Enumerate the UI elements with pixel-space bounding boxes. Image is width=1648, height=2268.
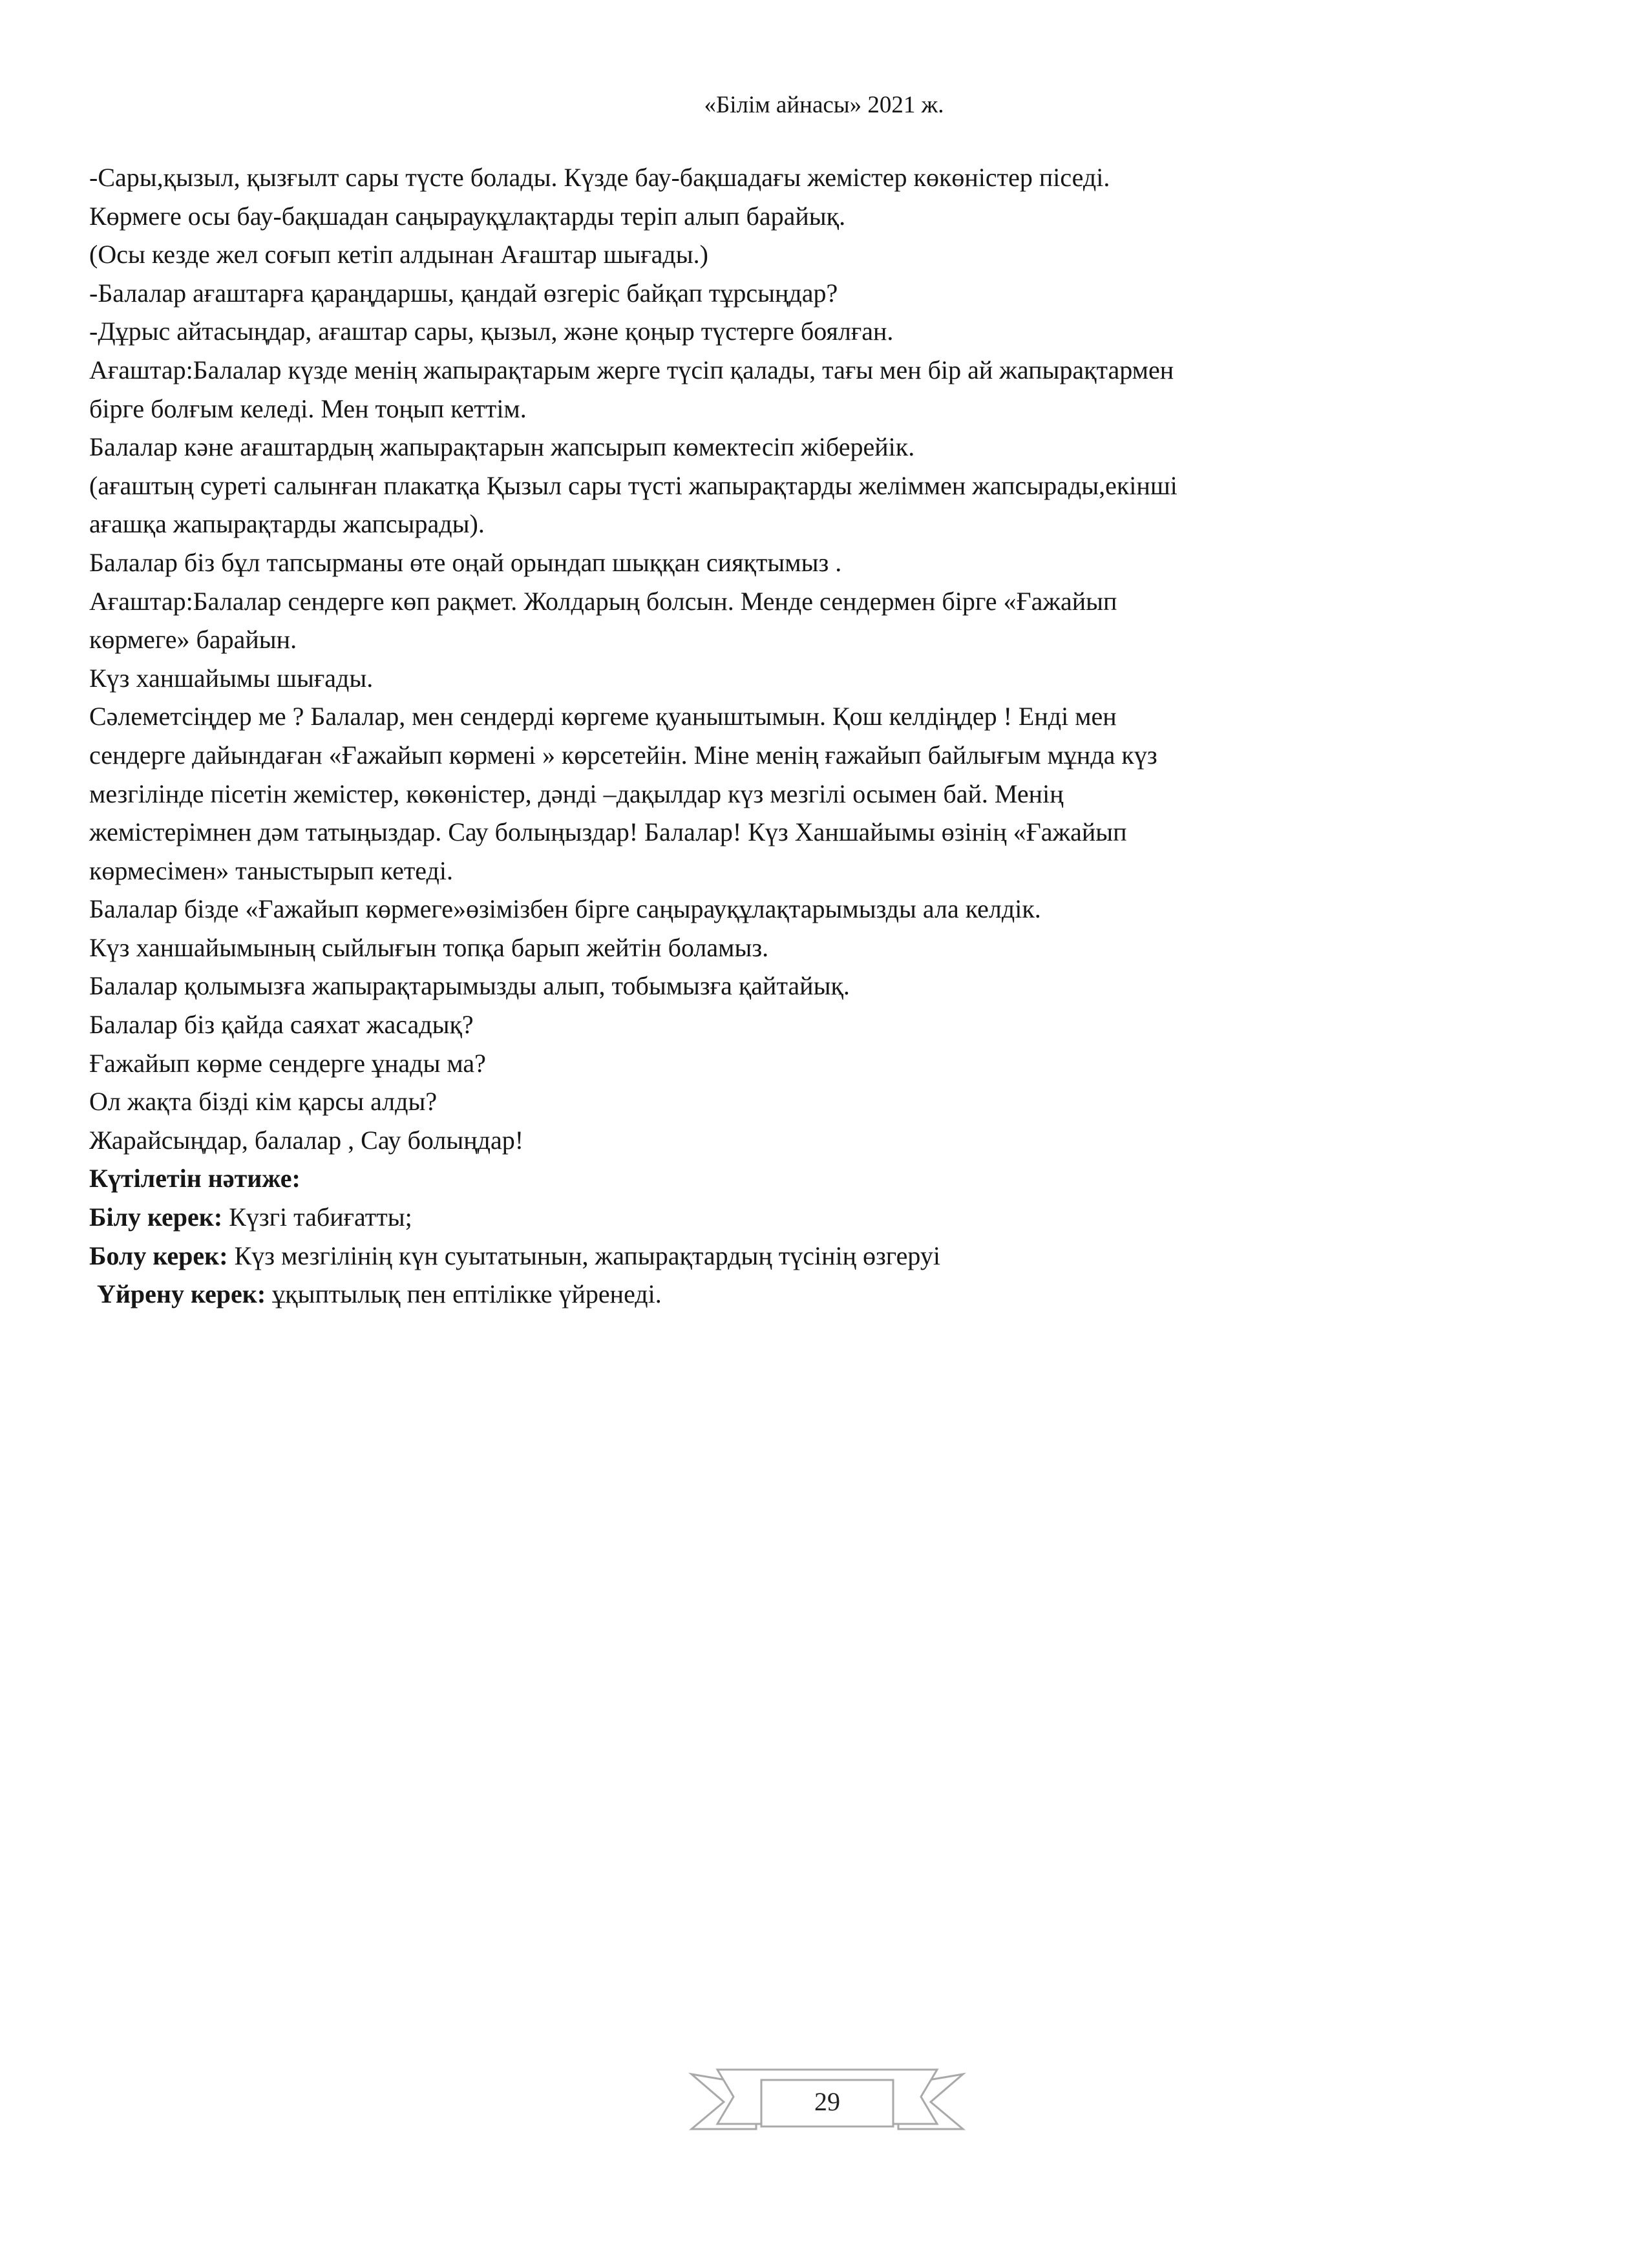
body-line-20: Балалар бізде «Ғажайып көрмеге»өзімізбен бірге саңырауқұлақтарымызды ала келдік. [89,894,1041,924]
know-text: Күзгі табиғатты; [222,1202,412,1232]
body-line-9: (ағаштың суреті салынған плакатқа Қызыл сары түсті жапырақтарды желіммен жапсырады,екінші [89,470,1178,500]
journal-title: «Білім айнасы» 2021 ж. [704,92,944,118]
body-line-8: Балалар кәне ағаштардың жапырақтарын жапсырып көмектесіп жіберейік. [89,432,915,462]
body-line-3: (Осы кезде жел соғып кетіп алдынан Ағаштар шығады.) [89,240,708,269]
be-label: Болу керек: [89,1241,228,1270]
body-line-12: Ағаштар:Балалар сендерге көп рақмет. Жолдарың болсын. Менде сендермен бірге «Ғажайып [89,586,1117,616]
document-body [89,158,1576,1314]
learn-requirement [89,1275,1576,1314]
body-line-1: -Сары,қызыл, қызғылт сары түсте болады. Күзде бау-бақшадағы жемістер көкөністер піседі. [89,163,1110,192]
learn-text: ұқыптылық пен ептілікке үйренеді. [266,1279,662,1309]
body-line-25: Ол жақта бізді кім қарсы алды? [89,1087,438,1117]
body-line-23: Балалар біз қайда саяхат жасадық? [89,1010,474,1040]
be-text: Күз мезгілінің күн суытатынын, жапырақтардың түсінің өзгеруі [227,1241,941,1270]
body-line-14: Күз ханшайымы шығады. [89,663,374,693]
page-number: 29 [814,2087,840,2116]
body-line-7: бірге болғым келеді. Мен тоңып кеттім. [89,394,527,423]
body-line-2: Көрмеге осы бау-бақшадан саңырауқұлақтарды теріп алып барайық. [89,201,846,231]
body-line-15: Сәлеметсіңдер ме ? Балалар, мен сендерді көргеме қуаныштымын. Қош келдіңдер ! Енді мен [89,702,1117,731]
body-line-21: Күз ханшайымының сыйлығын топқа барып жейтін боламыз. [89,932,769,962]
body-line-10: ағашқа жапырақтарды жапсырады). [89,509,485,539]
body-line-16: сендерге дайындаған «Ғажайып көрмені » көрсетейін. Міне менің ғажайып байлығым мұнда күз [89,740,1157,770]
body-line-18: жемістерімнен дәм татыңыздар. Сау болыңыздар! Балалар! Күз Ханшайымы өзінің «Ғажайып [89,817,1127,847]
know-requirement [89,1198,1576,1237]
body-line-24: Ғажайып көрме сендерге ұнады ма? [89,1048,486,1078]
body-line-17: мезгілінде пісетін жемістер, көкөністер, дәнді –дақылдар күз мезгілі осымен бай. Менің [89,779,1064,808]
body-line-26: Жарайсыңдар, балалар , Сау болыңдар! [89,1125,524,1155]
body-line-11: Балалар біз бұл тапсырманы өте оңай орындап шыққан сияқтымыз . [89,547,842,577]
expected-results-heading: Күтілетін нәтиже: [89,1164,301,1193]
body-line-13: көрмеге» барайын. [89,625,297,655]
body-line-6: Ағаштар:Балалар күзде менің жапырақтарым жерге түсіп қалады, тағы мен бір ай жапырақтармен [89,355,1174,384]
page-header [0,89,1648,121]
body-line-4: -Балалар ағаштарға қараңдаршы, қандай өзгеріс байқап тұрсыңдар? [89,278,838,308]
learn-label: Үйрену керек: [97,1279,266,1309]
know-label: Білу керек: [89,1202,223,1232]
be-requirement [89,1237,1576,1276]
body-line-19: көрмесімен» таныстырып кетеді. [89,856,453,885]
body-line-5: -Дұрыс айтасыңдар, ағаштар сары, қызыл, және қоңыр түстерге боялған. [89,317,894,346]
page-number-badge [685,2064,969,2139]
body-line-22: Балалар қолымызға жапырақтарымызды алып, тобымызға қайтайық. [89,971,850,1001]
